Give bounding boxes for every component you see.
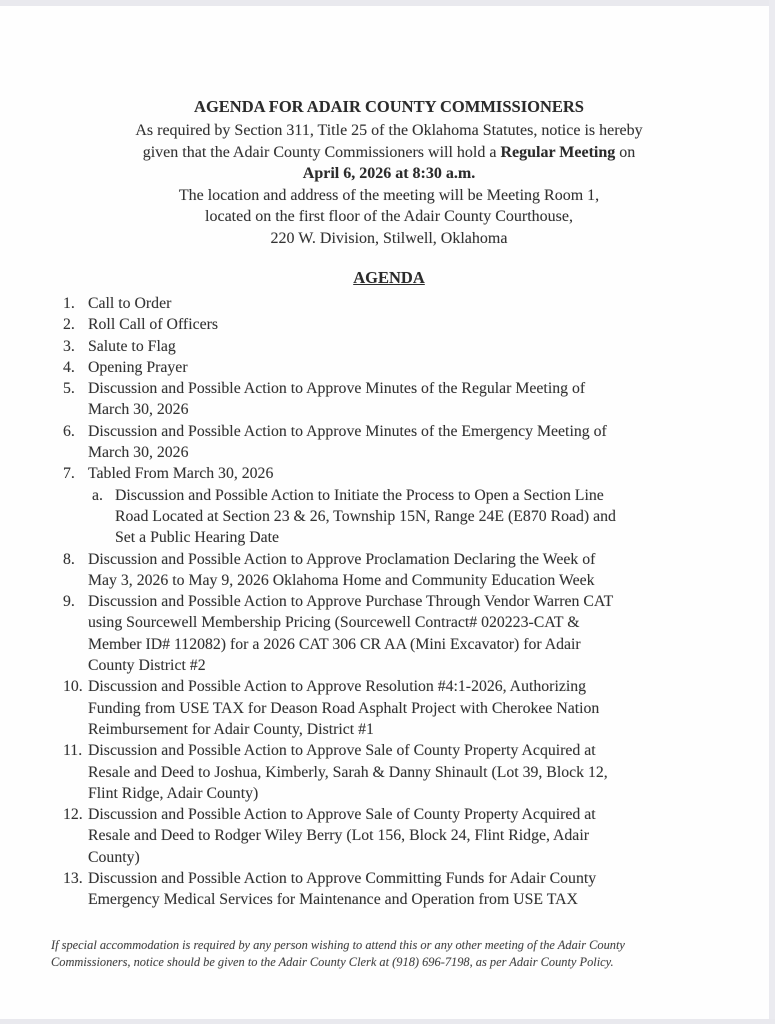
item-number: 11. <box>63 742 83 760</box>
item-text: Tabled From March 30, 2026 <box>88 465 274 483</box>
item-text: Discussion and Possible Action to Approve Minutes of the Emergency Meeting of March 30, 2026 <box>88 422 607 462</box>
item-number: 6. <box>63 422 75 440</box>
item-text: Discussion and Possible Action to Approve Purchase Through Vendor Warren CAT using Sourcewell Membership Pricing (Sourcewell Contract# 020223-CAT & Member ID# 112082) for a 2026 CAT 306 CR AA (Mini Excavator) for Adair County District #2 <box>88 593 614 675</box>
agenda-item <box>63 421 715 464</box>
notice-paragraph <box>63 120 715 185</box>
agenda-item <box>63 549 715 592</box>
agenda-item <box>63 378 715 421</box>
agenda-sub-item <box>92 485 715 549</box>
item-number: 4. <box>63 358 75 376</box>
agenda-item <box>63 357 715 378</box>
agenda-item <box>63 740 715 804</box>
agenda-item <box>63 804 715 868</box>
agenda-list <box>63 293 715 911</box>
item-number: 10. <box>63 678 83 696</box>
notice-bold-text: Regular Meeting <box>500 143 616 161</box>
page-edge-right <box>769 0 775 1024</box>
agenda-item <box>63 293 715 314</box>
agenda-heading: AGENDA <box>353 268 425 287</box>
item-number: 2. <box>63 316 75 334</box>
item-number: 3. <box>63 337 75 355</box>
item-text: Discussion and Possible Action to Initiate the Process to Open a Section Line Road Located at Section 23 & 26, Township 15N, Range 24E (E870 Road) and Set a Public Hearing Date <box>115 486 616 547</box>
item-number: 9. <box>63 593 75 611</box>
agenda-item <box>63 463 715 548</box>
item-number: 7. <box>63 465 75 483</box>
item-text: Discussion and Possible Action to Approve Resolution #4:1-2026, Authorizing Funding from USE TAX for Deason Road Asphalt Project with Cherokee Nation Reimbursement for Adair County, District #1 <box>88 678 600 738</box>
agenda-item <box>63 868 715 911</box>
agenda-item <box>63 314 715 335</box>
item-number: 5. <box>63 380 75 398</box>
accommodation-note: If special accommodation is required by any person wishing to attend this or any other meeting of the Adair County Commissioners, notice should be given to the Adair County Clerk at (918) 696-7198, as per Adair County Policy. <box>51 937 625 970</box>
item-text: Roll Call of Officers <box>88 316 219 334</box>
document-content <box>51 96 715 972</box>
notice-text: As required by Section 311, Title 25 of the Oklahoma Statutes, notice is hereby <box>135 122 643 139</box>
agenda-item <box>63 591 715 676</box>
item-number: 1. <box>63 295 75 312</box>
item-number: 12. <box>63 806 83 824</box>
item-text: Salute to Flag <box>88 337 176 355</box>
item-text: Discussion and Possible Action to Approve Sale of County Property Acquired at Resale and Deed to Joshua, Kimberly, Sarah & Danny Shinault (Lot 39, Block 12, Flint Ridge, Adair County) <box>88 742 608 802</box>
agenda-item <box>63 676 715 740</box>
notice-text: given that the Adair County Commissioners will hold a <box>142 143 501 161</box>
item-number: 13. <box>63 870 83 888</box>
agenda-item <box>63 336 715 357</box>
page-edge-top <box>0 0 775 6</box>
page-edge-bottom <box>0 1019 775 1024</box>
item-text: Opening Prayer <box>88 358 188 376</box>
item-text: Discussion and Possible Action to Approve Sale of County Property Acquired at Resale and Deed to Rodger Wiley Berry (Lot 156, Block 24, Flint Ridge, Adair County) <box>88 806 596 866</box>
item-text: Discussion and Possible Action to Approve Minutes of the Regular Meeting of March 30, 2026 <box>88 380 586 419</box>
item-text: Discussion and Possible Action to Approve Committing Funds for Adair County Emergency Medical Services for Maintenance and Operation from USE TAX <box>88 870 597 909</box>
location-paragraph: The location and address of the meeting will be Meeting Room 1, located on the first floor of the Adair County Courthouse, 220 W. Division, Stilwell, Oklahoma <box>178 186 600 247</box>
item-text: Call to Order <box>88 295 172 312</box>
notice-text: on <box>615 143 636 161</box>
item-text: Discussion and Possible Action to Approve Proclamation Declaring the Week of May 3, 2026 to May 9, 2026 Oklahoma Home and Community Education Week <box>88 550 596 589</box>
item-number: a. <box>92 486 103 504</box>
notice-bold-text: April 6, 2026 at 8:30 a.m. <box>302 165 476 182</box>
item-number: 8. <box>63 550 75 568</box>
document-title: AGENDA FOR ADAIR COUNTY COMMISSIONERS <box>194 97 584 116</box>
agenda-sub-list <box>92 485 715 549</box>
